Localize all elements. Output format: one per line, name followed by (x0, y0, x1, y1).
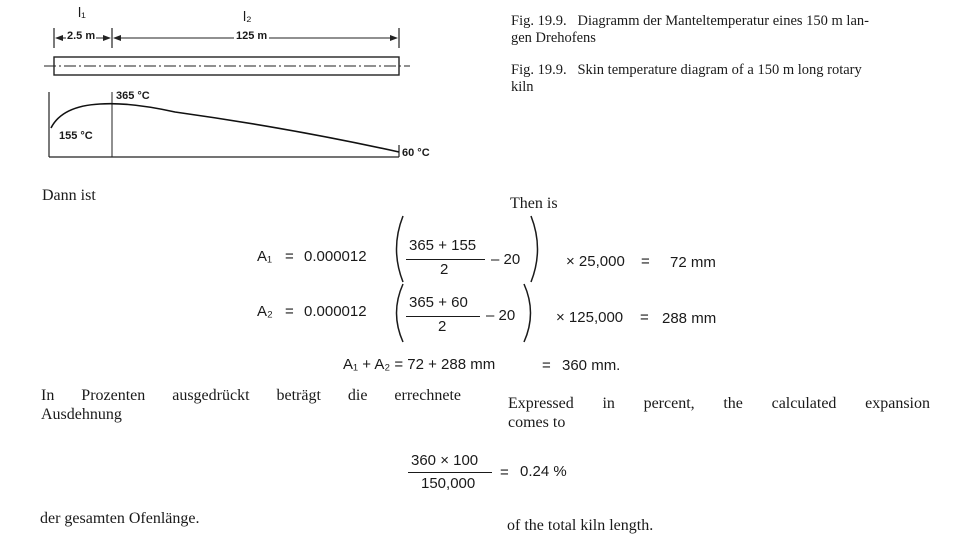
formula1-times: × 25,000 (566, 253, 625, 270)
formula2-times: × 125,000 (556, 309, 624, 326)
caption-de-number: Fig. 19.9. (511, 13, 567, 29)
label-l1: l₁ (78, 4, 86, 20)
temp-label-end: 60 °C (402, 147, 430, 159)
sum-line-expression: A₁ + A₂ = 72 + 288 mm (343, 356, 496, 373)
percent-eq: = (500, 464, 509, 481)
paragraph-de-percent-line-1: In Prozenten ausgedrückt beträgt die errechnete (41, 387, 461, 404)
caption-de-text-1: Diagramm der Manteltemperatur eines 150 m lan- (577, 13, 869, 29)
dim-arrow-l1-left (55, 35, 63, 41)
formula1-lhs: A₁ (257, 248, 273, 265)
caption-en (511, 62, 862, 96)
formula1-eq: = (285, 248, 294, 265)
caption-en-text-2: kiln (511, 79, 534, 95)
text-then-is: Then is (510, 195, 558, 212)
formula1-numerator: 365 + 155 (409, 237, 477, 254)
formula2-right-paren (522, 282, 538, 344)
paragraph-de-percent (41, 386, 461, 424)
percent-result: 0.24 % (520, 463, 567, 480)
formula2-eq: = (285, 303, 294, 320)
paragraph-de-percent-line-2: Ausdehnung (41, 406, 122, 423)
formula1-result: 72 mm (670, 254, 716, 271)
percent-denominator: 150,000 (421, 475, 476, 492)
formula2-eq2: = (640, 309, 649, 326)
percent-fraction-bar (408, 472, 492, 473)
dim-arrow-l1-right (103, 35, 111, 41)
paragraph-en-percent-line-2: comes to (508, 414, 566, 431)
label-l2: l₂ (243, 8, 252, 24)
dim-arrow-l2-right (390, 35, 398, 41)
formula1-left-paren (389, 214, 405, 284)
formula2-result: 288 mm (662, 310, 717, 327)
text-en-total: of the total kiln length. (507, 517, 654, 534)
dim-label-l1: 2.5 m (67, 30, 96, 42)
formula2-left-paren (389, 282, 405, 344)
formula1-denominator: 2 (440, 261, 449, 278)
formula1-coef: 0.000012 (304, 248, 367, 265)
temp-label-peak: 365 °C (116, 90, 150, 102)
caption-en-number: Fig. 19.9. (511, 62, 567, 78)
temperature-curve (51, 104, 399, 152)
dim-arrow-l2-left (113, 35, 121, 41)
formula2-lhs: A₂ (257, 303, 273, 320)
formula2-denominator: 2 (438, 318, 447, 335)
paragraph-en-percent-line-1: Expressed in percent, the calculated expansion (508, 395, 930, 412)
kiln-temperature-diagram (0, 0, 470, 180)
formula2-minus: – 20 (486, 307, 516, 324)
formula1-minus: – 20 (491, 251, 521, 268)
temp-label-start: 155 °C (59, 130, 93, 142)
text-de-total: der gesamten Ofenlänge. (40, 510, 200, 527)
formula2-coef: 0.000012 (304, 303, 367, 320)
paragraph-en-percent (508, 394, 930, 432)
formula1-right-paren (529, 214, 545, 284)
dim-label-l2: 125 m (236, 30, 268, 42)
caption-de-text-2: gen Drehofens (511, 30, 596, 46)
formula2-numerator: 365 + 60 (409, 294, 468, 311)
sum-line-eq: = (542, 357, 551, 374)
caption-en-text-1: Skin temperature diagram of a 150 m long rotary (577, 62, 862, 78)
caption-de (511, 13, 869, 47)
formula2-fraction-bar (406, 316, 480, 317)
sum-line-result: 360 mm. (562, 357, 621, 374)
text-dann-ist: Dann ist (42, 187, 96, 204)
percent-numerator: 360 × 100 (411, 452, 479, 469)
formula1-fraction-bar (406, 259, 485, 260)
formula1-eq2: = (641, 253, 650, 270)
